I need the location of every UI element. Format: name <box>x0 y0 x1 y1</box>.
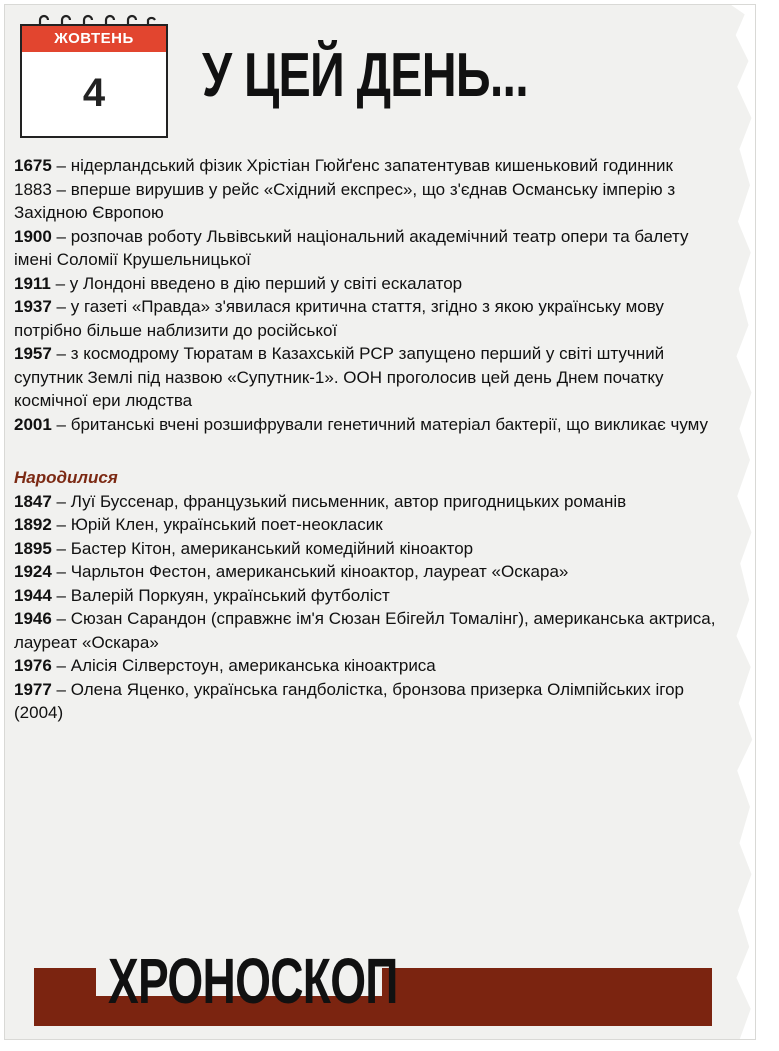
birth-item <box>14 584 720 608</box>
birth-item-year: 1892 <box>14 515 52 534</box>
calendar-month: ЖОВТЕНЬ <box>20 24 168 54</box>
birth-item-year: 1895 <box>14 538 52 558</box>
event-item-text: 1883 – вперше вирушив у рейс «Східний експрес», що з'єднав Османську імперію з Західною Європою <box>14 179 676 222</box>
births-heading: Народилися <box>14 468 118 487</box>
event-item-text: – британські вчені розшифрували генетичний матеріал бактерії, що викликає чуму <box>51 414 709 434</box>
events-content <box>14 154 720 725</box>
brand-logo: ХРОНОСКОП <box>108 945 398 1017</box>
event-item-year: 1900 <box>14 226 52 246</box>
birth-item-text: – Луї Буссенар, французький письменник, автор пригодницьких романів <box>51 491 627 511</box>
birth-item-year: 1847 <box>14 491 52 511</box>
event-item <box>14 225 720 272</box>
birth-item-text: – Бастер Кітон, американський комедійний кіноактор <box>51 538 474 558</box>
birth-item <box>14 654 720 678</box>
event-item <box>14 154 720 178</box>
birth-item-year: 1944 <box>14 585 52 605</box>
birth-item <box>14 607 720 654</box>
section-gap <box>14 436 720 466</box>
event-item <box>14 342 720 413</box>
event-item-year: 1911 <box>14 273 51 293</box>
birth-item-text: – Юрій Клен, український поет-неокласик <box>51 515 383 534</box>
births-list <box>14 490 720 725</box>
birth-item-text: – Чарльтон Фестон, американський кіноактор, лауреат «Оскара» <box>51 562 569 581</box>
event-item-text: – у газеті «Правда» з'явилася критична стаття, згідно з якою українську мову потрібно більше наблизити до російської <box>14 297 664 340</box>
event-item-text: – з космодрому Тюратам в Казахській РСР запущено перший у світі штучний супутник Землі під назвою «Супутник-1». ООН проголосив цей день Днем початку космічної ери людства <box>14 344 665 410</box>
birth-item <box>14 537 720 561</box>
event-item <box>14 178 720 225</box>
event-item <box>14 413 720 437</box>
birth-item-year: 1977 <box>14 679 52 699</box>
event-item-year: 2001 <box>14 414 52 434</box>
event-item-year: 1957 <box>14 344 52 363</box>
birth-item-year: 1976 <box>14 656 52 675</box>
calendar-icon <box>20 14 168 138</box>
event-item-year: 1675 <box>14 156 52 175</box>
birth-item <box>14 678 720 725</box>
birth-item-text: – Олена Яценко, українська гандболістка, бронзова призерка Олімпійських ігор (2004) <box>14 679 684 722</box>
birth-item <box>14 490 720 514</box>
event-item <box>14 295 720 342</box>
event-item <box>14 272 720 296</box>
event-item-text: – розпочав роботу Львівський національний академічний театр опери та балету імені Соломії Крушельницької <box>14 226 689 269</box>
birth-item-text: – Сюзан Сарандон (справжнє ім'я Сюзан Ебігейл Томалінг), американська актриса, лауреат «Оскара» <box>14 609 716 652</box>
birth-item-year: 1924 <box>14 562 52 581</box>
birth-item-year: 1946 <box>14 609 52 628</box>
event-item-year: 1937 <box>14 297 52 316</box>
calendar-day: 4 <box>20 52 168 138</box>
birth-item <box>14 560 720 584</box>
birth-item-text: – Валерій Поркуян, український футболіст <box>51 585 390 605</box>
event-item-text: – нідерландський фізик Хрістіан Гюйґенс запатентував кишеньковий годинник <box>51 156 673 175</box>
event-item-text: – у Лондоні введено в дію перший у світі ескалатор <box>50 273 463 293</box>
birth-item-text: – Алісія Сілверстоун, американська кіноактриса <box>51 656 436 675</box>
birth-item <box>14 513 720 537</box>
page-title: У ЦЕЙ ДЕНЬ... <box>202 41 528 110</box>
events-list <box>14 154 720 436</box>
